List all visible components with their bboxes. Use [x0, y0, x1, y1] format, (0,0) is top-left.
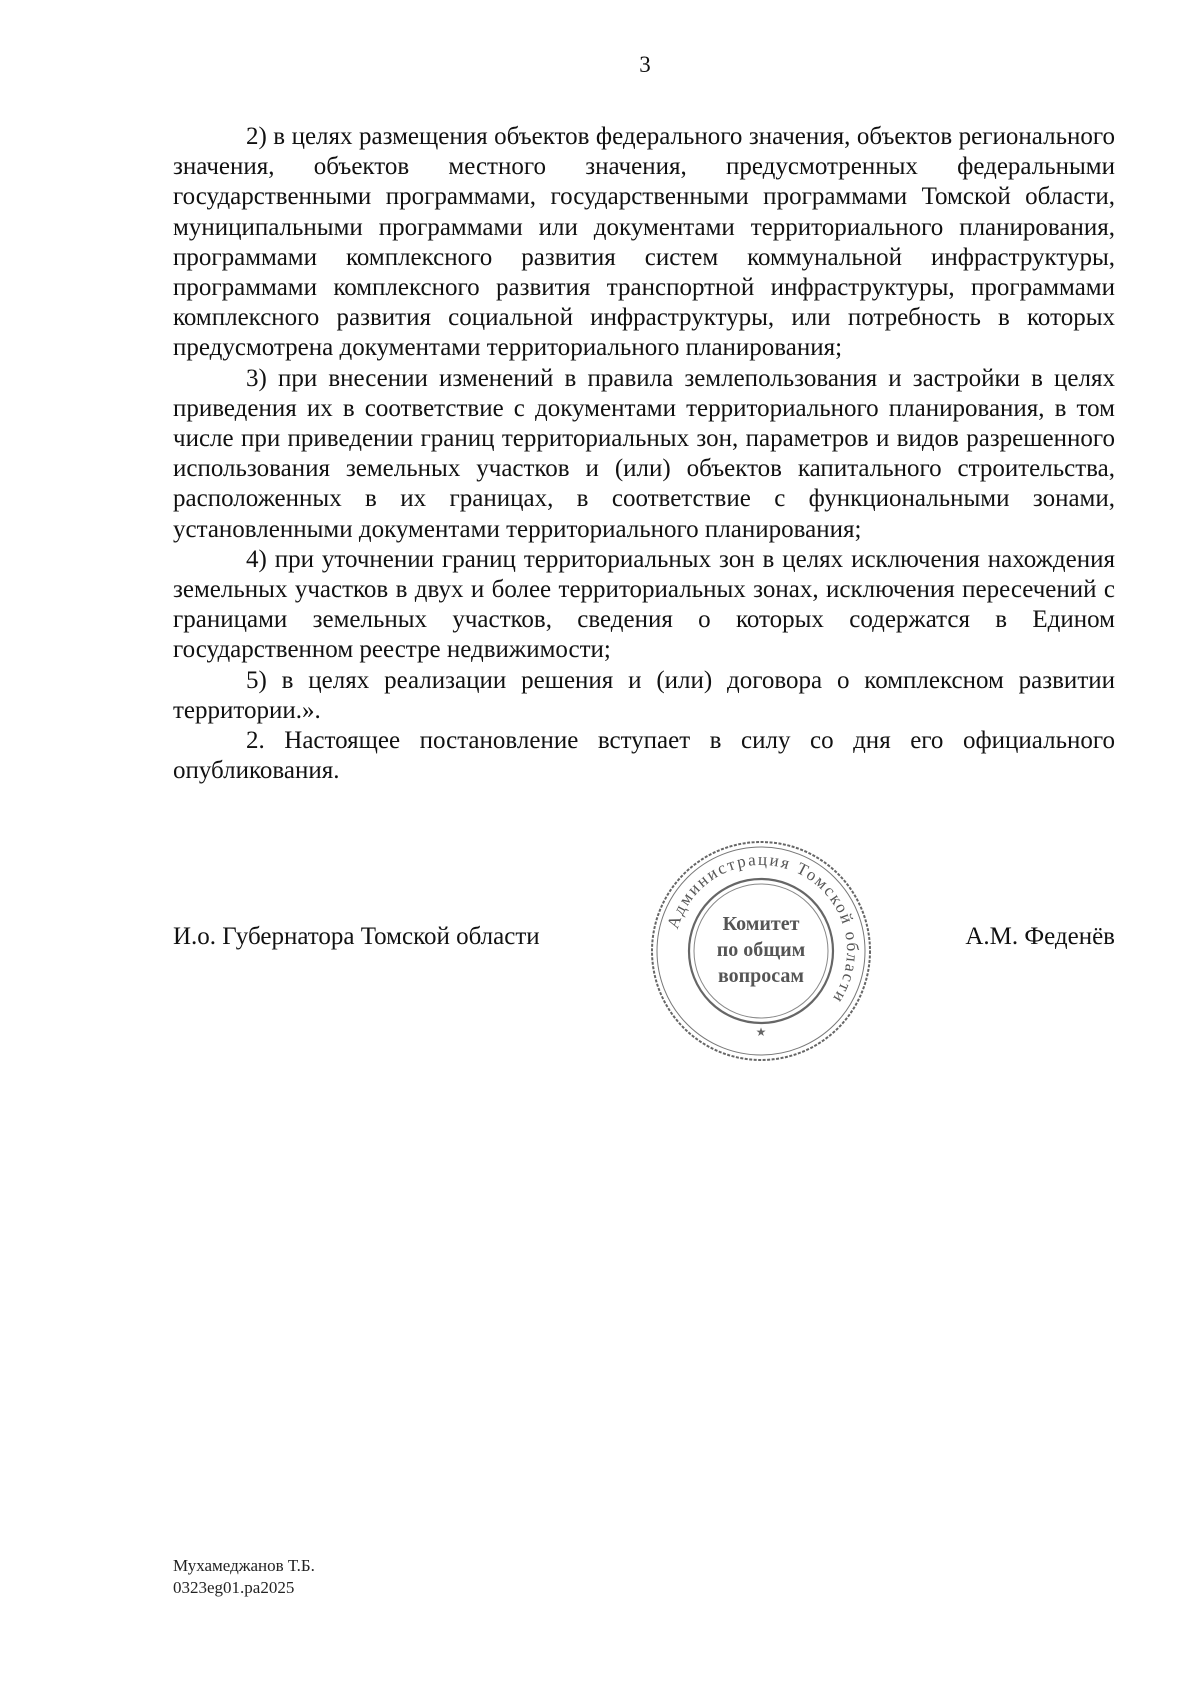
- page-number: 3: [639, 52, 651, 77]
- document-body: [173, 122, 1115, 786]
- official-seal: [648, 838, 874, 1064]
- paragraph-item-4: 4) при уточнении границ территориальных зон в целях исключения нахождения земельных участков в двух и более территориальных зонах, исключения пересечений с границами земельных участков, сведения о которых содержатся в Едином государственном реестре недвижимости;: [173, 545, 1115, 664]
- signature-block: [173, 922, 1115, 958]
- document-code: 0323eg01.pa2025: [173, 1578, 295, 1597]
- seal-center-line: по общим: [716, 939, 806, 961]
- signatory-position: И.о. Губернатора Томской области: [173, 923, 540, 950]
- paragraph-item-3: 3) при внесении изменений в правила землепользования и застройки в целях приведения их в соответствие с документами территориального планирования, в том числе при приведении границ территориальных зон, параметров и видов разрешенного использования земельных участков и (или) объектов капитального строительства, расположенных в их границах, в соответствие с функциональными зонами, установленными документами территориального планирования;: [173, 364, 1115, 543]
- paragraph-item-5: 5) в целях реализации решения и (или) договора о комплексном развитии территории.».: [173, 666, 1115, 724]
- executor-name: Мухамеджанов Т.Б.: [173, 1556, 315, 1575]
- signatory-name: А.М. Феденёв: [965, 923, 1115, 950]
- seal-star-icon: ★: [755, 1025, 767, 1039]
- paragraph-effective-date: 2. Настоящее постановление вступает в силу со дня его официального опубликования.: [173, 727, 1115, 785]
- document-footer: [173, 1555, 315, 1599]
- seal-center-line: Комитет: [722, 913, 800, 935]
- paragraph-item-2: 2) в целях размещения объектов федерального значения, объектов регионального значения, объектов местного значения, предусмотренных федеральными государственными программами, государственными программами Томской области, муниципальными программами или документами территориального планирования, программами комплексного развития систем коммунальной инфраструктуры, программами комплексного развития транспортной инфраструктуры, программами комплексного развития социальной инфраструктуры, или потребность в которых предусмотрена документами территориального планирования;: [173, 123, 1115, 362]
- seal-ring-text: Администрация Томской области: [663, 849, 863, 1008]
- seal-center-line: вопросам: [717, 965, 805, 987]
